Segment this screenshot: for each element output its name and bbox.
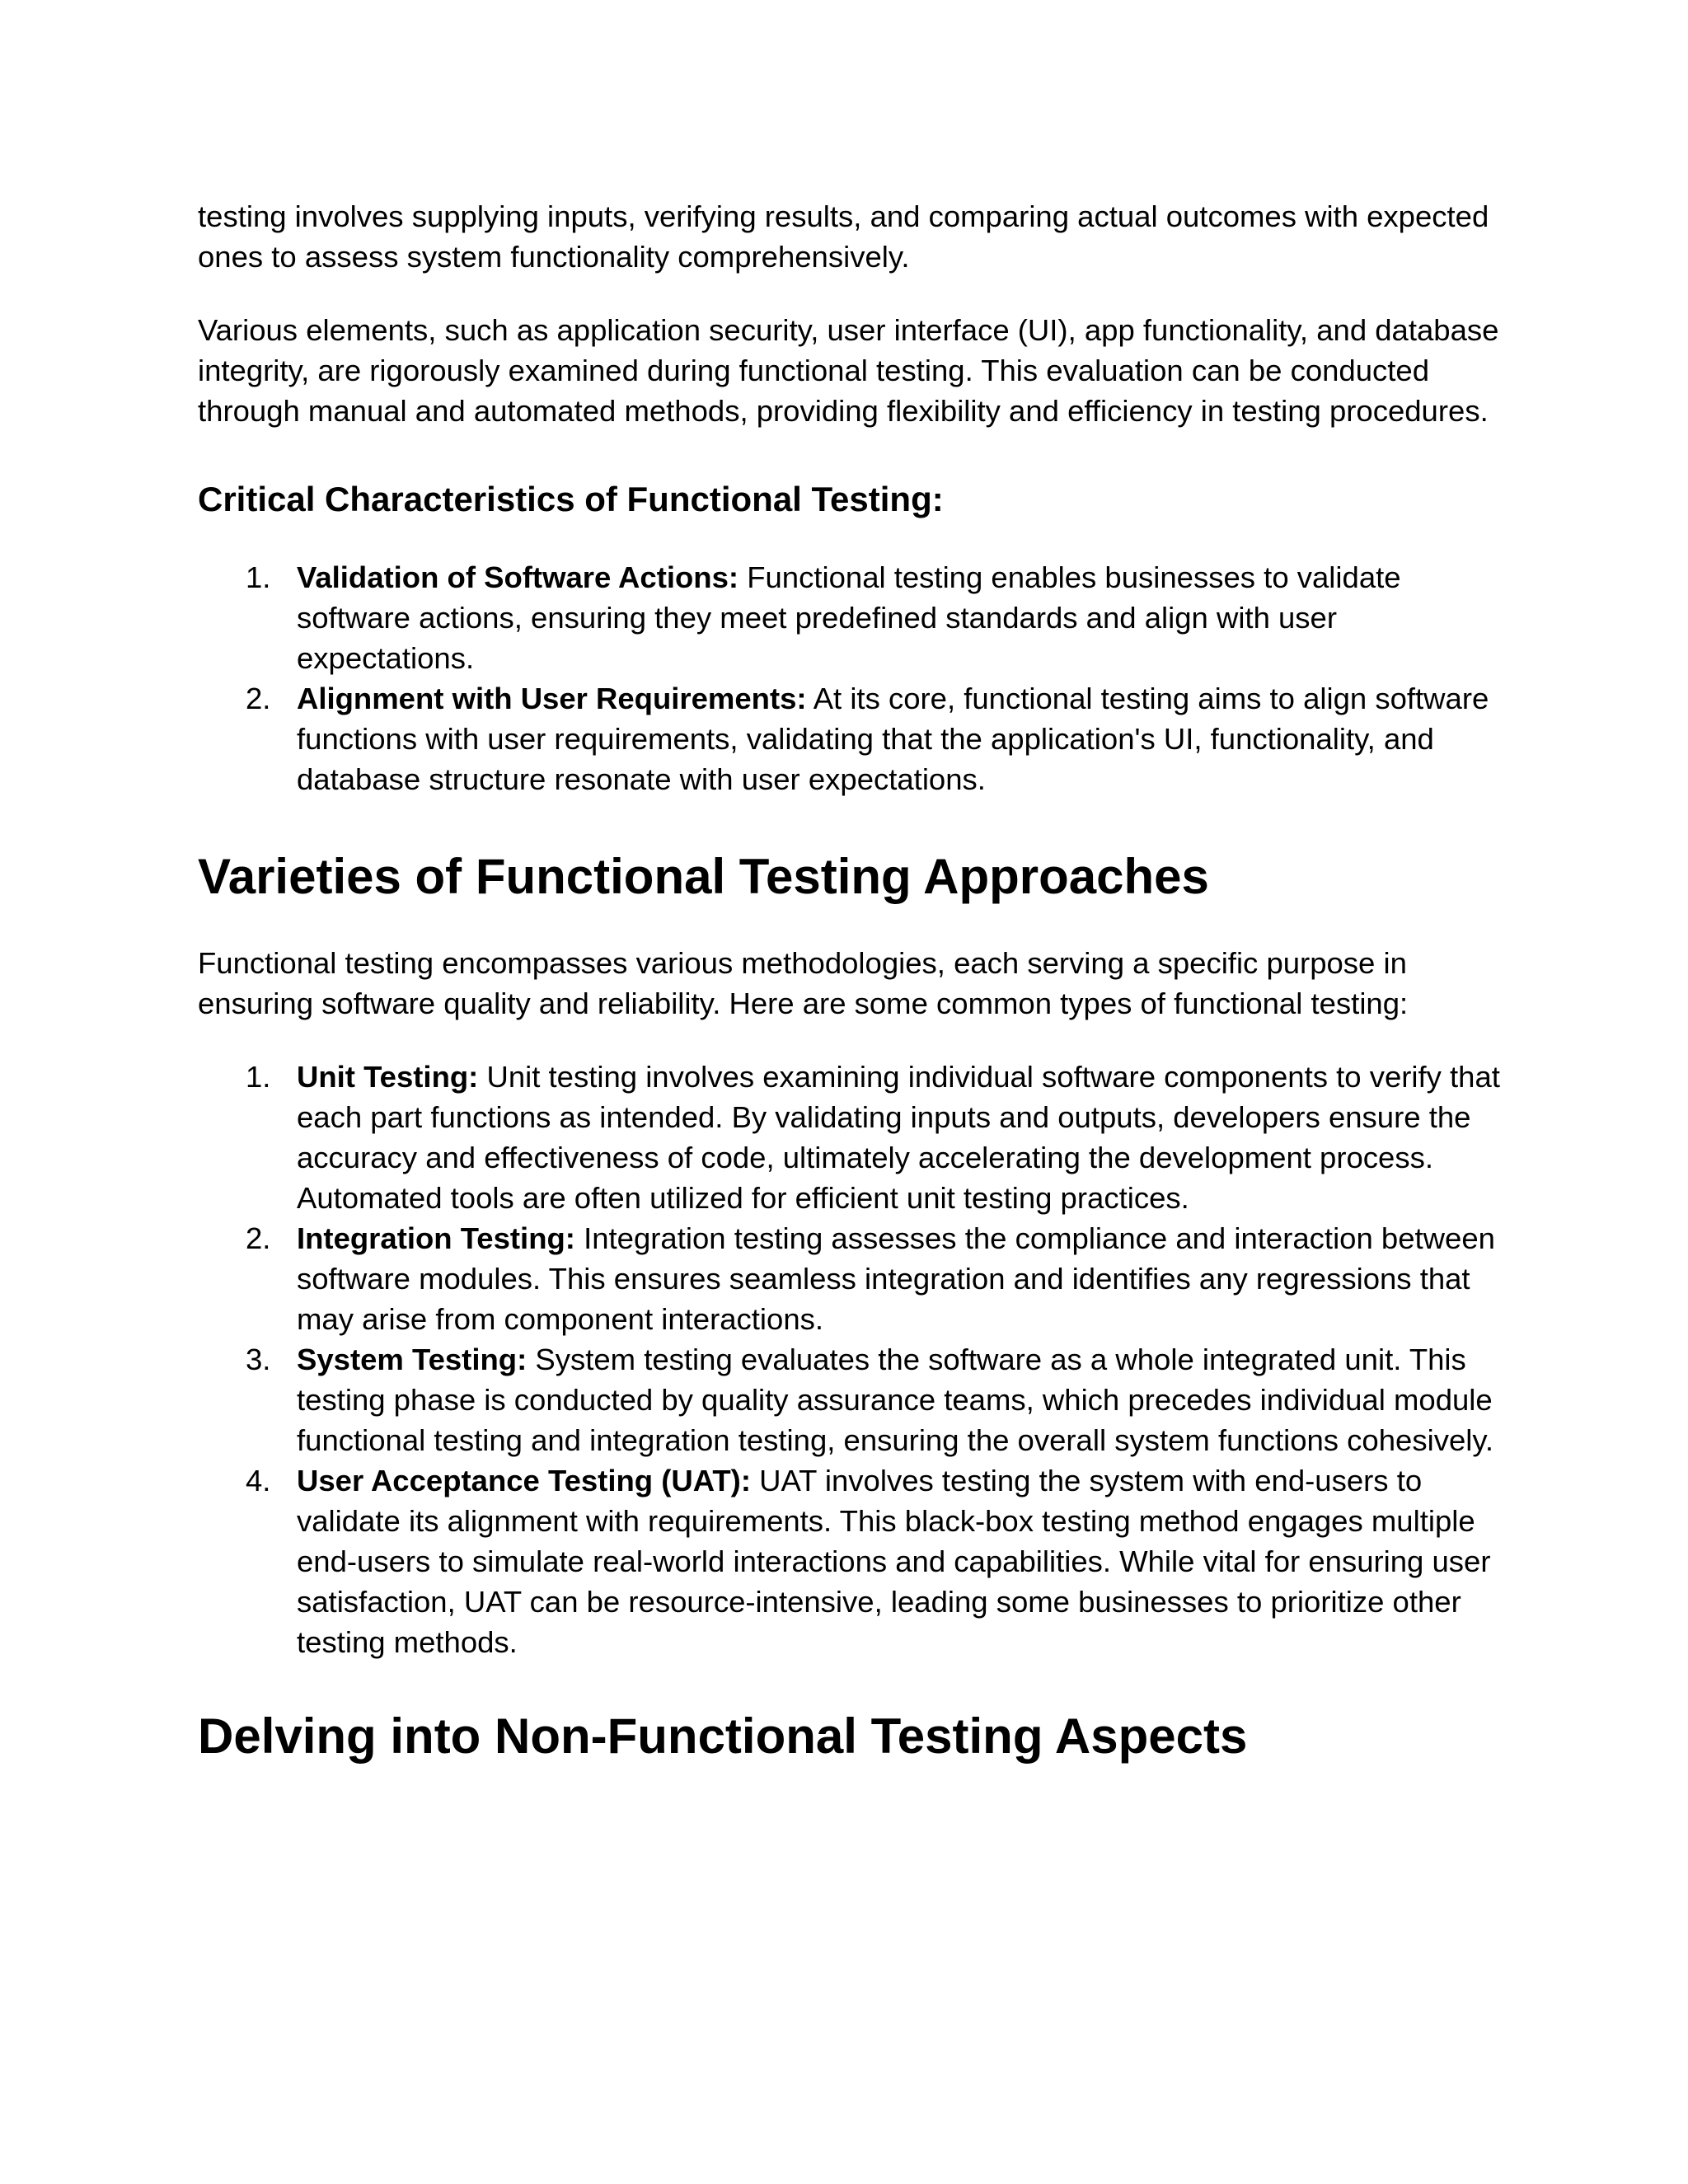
list-item-title: Unit Testing: [297, 1060, 479, 1094]
list-item-title: Alignment with User Requirements: [297, 682, 807, 715]
list-item-text: At its core, functional testing aims to align software functions with user requirements, validating that the application's UI, functionality, and database structure resonate with user expectations. [297, 682, 1489, 796]
list-item-text: Unit testing involves examining individual software components to verify that each part functions as intended. By validating inputs and outputs, developers ensure the accuracy and effectiveness of code, ultimately accelerating the development process. Automated tools are often utilized for efficient unit testing practices. [297, 1060, 1500, 1215]
list-item-text: System testing evaluates the software as a whole integrated unit. This testing phase is conducted by quality assurance teams, which precedes individual module functional testing and integration testing, ensuring the overall system functions cohesively. [297, 1343, 1494, 1457]
intro-paragraph-1: testing involves supplying inputs, verifying results, and comparing actual outcomes with expected ones to assess system functionality comprehensively. [198, 199, 1489, 274]
testing-types-list [198, 1057, 1517, 1662]
list-item [198, 1460, 1517, 1662]
list-item [198, 1057, 1517, 1218]
list-item [198, 678, 1517, 799]
list-item-title: User Acceptance Testing (UAT): [297, 1464, 751, 1497]
list-item-number: 1. [246, 560, 271, 594]
list-item-text: Functional testing enables businesses to validate software actions, ensuring they meet predefined standards and align with user expectations. [297, 560, 1401, 675]
intro-paragraph-2: Various elements, such as application security, user interface (UI), app functionality, and database integrity, are rigorously examined during functional testing. This evaluation can be conducted through manual and automated methods, providing flexibility and efficiency in testing procedures. [198, 313, 1499, 428]
varieties-intro-paragraph: Functional testing encompasses various methodologies, each serving a specific purpose in ensuring software quality and reliability. Here are some common types of functional testing: [198, 946, 1409, 1020]
list-item-number: 3. [246, 1343, 271, 1376]
critical-characteristics-heading: Critical Characteristics of Functional Testing: [198, 480, 944, 518]
varieties-heading: Varieties of Functional Testing Approaches [198, 849, 1209, 904]
list-item-text: Integration testing assesses the compliance and interaction between software modules. This ensures seamless integration and identifies any regressions that may arise from component interactions. [297, 1221, 1495, 1336]
list-item [198, 557, 1517, 678]
list-item-title: System Testing: [297, 1343, 528, 1376]
list-item-number: 1. [246, 1060, 271, 1094]
critical-characteristics-list [198, 557, 1517, 799]
list-item-text: UAT involves testing the system with end-users to validate its alignment with requirements. This black-box testing method engages multiple end-users to simulate real-world interactions and capabilities. While vital for ensuring user satisfaction, UAT can be resource-intensive, leading some businesses to prioritize other testing methods. [297, 1464, 1491, 1659]
list-item-number: 4. [246, 1464, 271, 1497]
non-functional-heading: Delving into Non-Functional Testing Aspects [198, 1708, 1248, 1764]
list-item-number: 2. [246, 1221, 271, 1255]
list-item-number: 2. [246, 682, 271, 715]
list-item [198, 1339, 1517, 1460]
document-page [198, 196, 1517, 1766]
list-item-title: Integration Testing: [297, 1221, 575, 1255]
list-item-title: Validation of Software Actions: [297, 560, 739, 594]
list-item [198, 1218, 1517, 1339]
